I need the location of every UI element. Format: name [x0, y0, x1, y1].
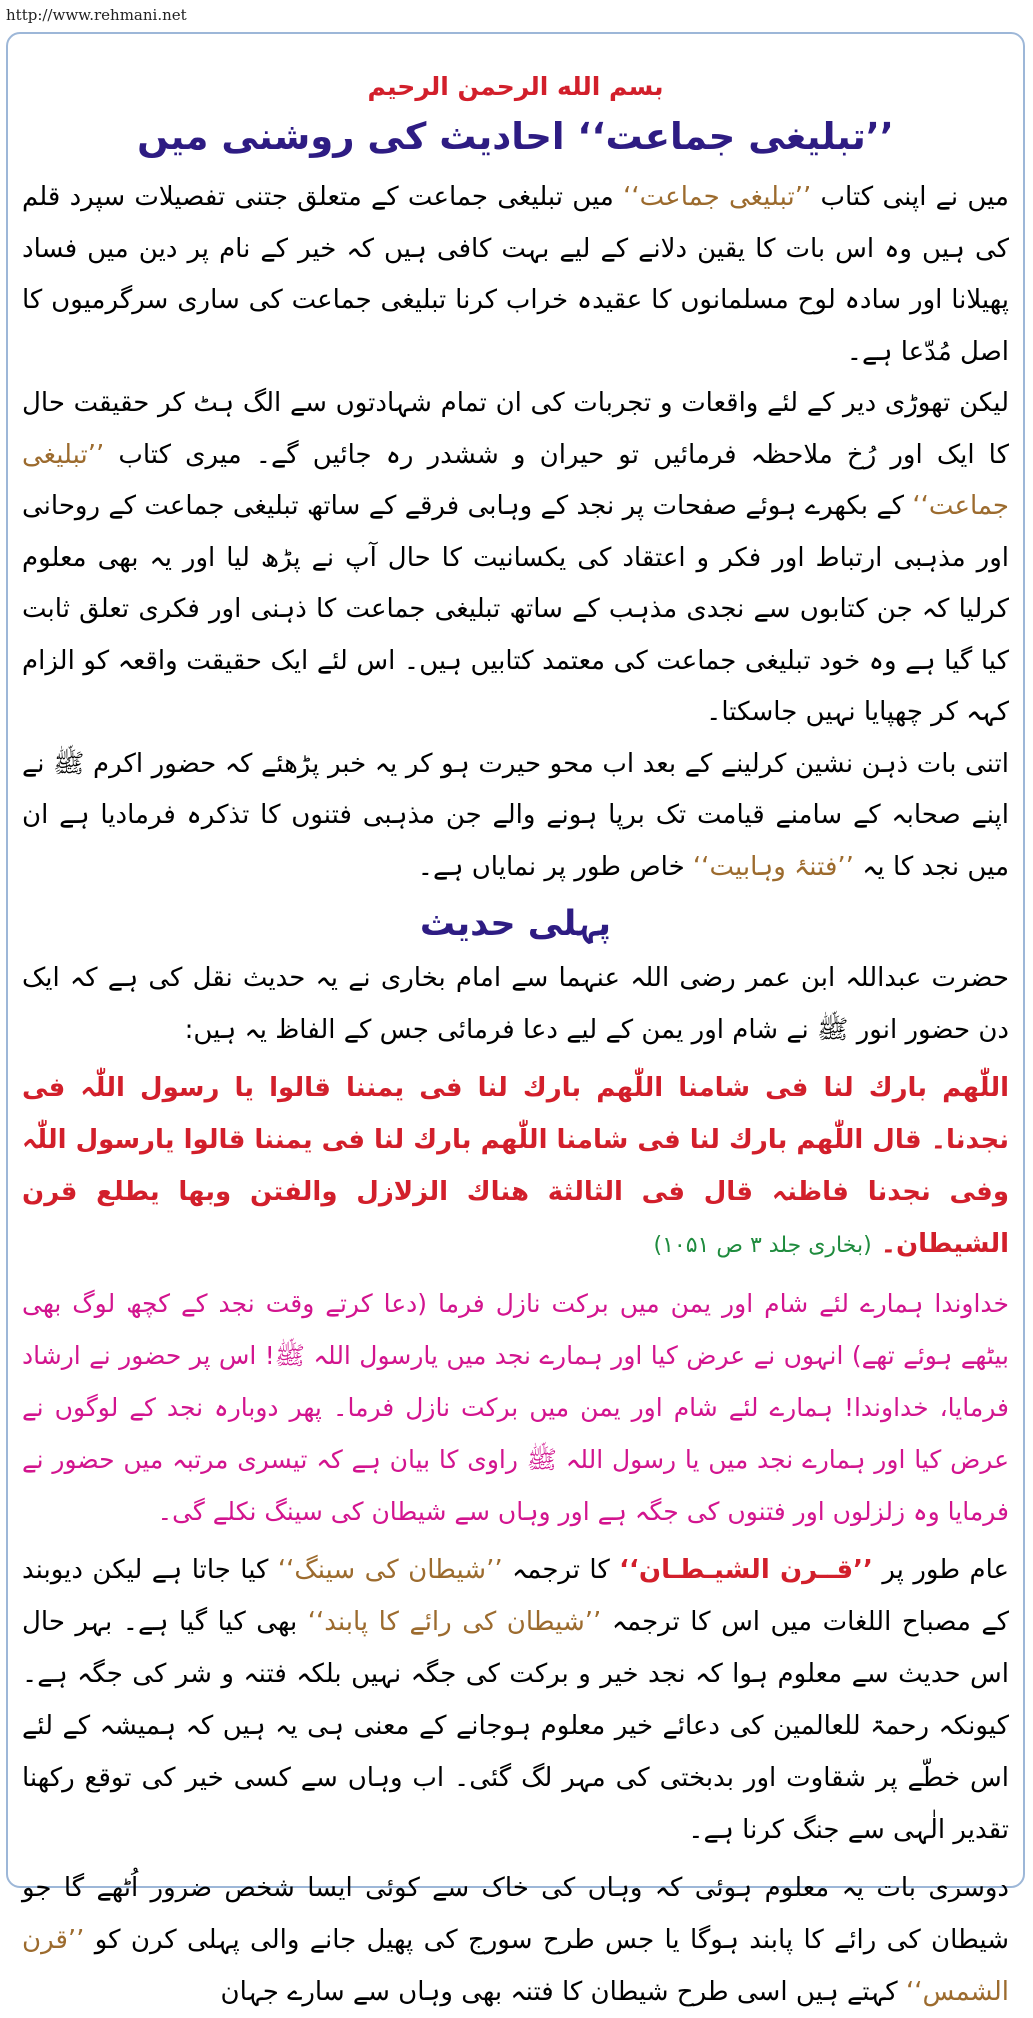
commentary-paragraph-2	[22, 1862, 1009, 2018]
hadith-arabic-text	[22, 1062, 1009, 1272]
article-content	[22, 68, 1009, 2018]
hadith-narration: حضرت عبداللہ ابن عمر رضی اللہ عنہما سے امام بخاری نے یہ حدیث نقل کی ہے کہ ایک دن حضور انور ﷺ نے شام اور یمن کے لیے دعا فرمائی جس کے الفاظ یہ ہیں:	[22, 963, 1009, 1045]
bismillah: بسم الله الرحمن الرحیم	[367, 72, 664, 101]
text-segment: اتنی بات ذہن نشین کرلینے کے بعد اب محو حیرت ہو کر یہ خبر پڑھئے کہ حضور اکرم ﷺ نے اپنے صحابہ کے سامنے قیامت تک برپا ہونے والے جن مذہبی فتنوں کا تذکرہ فرمادیا ہے ان میں نجد کا یہ	[22, 748, 1009, 882]
intro-paragraph-2	[22, 378, 1009, 739]
site-url: http://www.rehmani.net	[6, 6, 187, 24]
qarn-shams-highlight: ’’قرن الشمس‘‘	[22, 1925, 1009, 2007]
text-segment: میں نے اپنی کتاب	[811, 182, 1009, 212]
intro-paragraph-1	[22, 172, 1009, 378]
text-segment: کے بکھرے ہوئے صفحات پر نجد کے وہابی فرقے کے ساتھ تبلیغی جماعت کے روحانی اور مذہبی ارتباط اور فکر و اعتقاد کی یکسانیت کا حال آپ نے پڑھ لیا اور یہ بھی معلوم کرلیا کہ جن کتابوں سے نجدی مذہب کے ساتھ تبلیغی جماعت کا ذہنی اور فکری تعلق ثابت کیا گیا ہے وہ خود تبلیغی جماعت کی معتمد کتابیں ہیں۔ اس لئے ایک حقیقت واقعہ کو الزام کہہ کر چھپایا نہیں جاسکتا۔	[22, 491, 1009, 727]
text-segment: خاص طور پر نمایاں ہے۔	[417, 851, 693, 882]
fitna-highlight: ’’فتنۂ وہابیت‘‘	[692, 851, 854, 882]
text-segment: میں تبلیغی جماعت کے متعلق جتنی تفصیلات سپرد قلم کی ہیں وہ اس بات کا یقین دلانے کے لیے بہت کافی ہیں کہ خیر کے نام پر دین میں فساد پھیلانا اور سادہ لوح مسلمانوں کا عقیدہ خراب کرنا تبلیغی جماعت کی ساری سرگرمیوں کا اصل مُدّعا ہے۔	[22, 182, 1009, 367]
text-segment: بھی کیا گیا ہے۔ بہر حال اس حدیث سے معلوم ہوا کہ نجد خیر و برکت کی جگہ نہیں بلکہ فتنہ و شر کی جگہ ہے۔ کیونکہ رحمۃ للعالمین کی دعائے خیر معلوم ہوجانے کے معنی ہی یہ ہیں کہ ہمیشہ کے لئے اس خطّے پر شقاوت اور بدبختی کی مہر لگ گئی۔ اب وہاں سے کسی خیر کی توقع رکھنا تقدیر الٰہی سے جنگ کرنا ہے۔	[22, 1607, 1009, 1845]
hadith-reference: (بخاری جلد ۳ ص ۱۰۵۱)	[653, 1233, 872, 1258]
text-segment: کا ترجمہ	[502, 1555, 620, 1585]
text-segment: کہتے ہیں اسی طرح شیطان کا فتنہ بھی وہاں سے سارے جہان	[220, 1977, 906, 2007]
text-segment: لیکن تھوڑی دیر کے لئے واقعات و تجربات کی ان تمام شہادتوں سے الگ ہٹ کر حقیقت حال کا ایک اور رُخ ملاحظہ فرمائیں تو حیران و ششدر رہ جائیں گے۔ میری کتاب	[22, 388, 1009, 470]
book-title-highlight: ’’تبلیغی جماعت‘‘	[623, 182, 812, 212]
article-frame	[6, 32, 1025, 2007]
text-segment: عام طور پر	[872, 1555, 1010, 1585]
arabic-segment: اللّٰھم بارك لنا فی شامنا اللّٰھم بارك لنا فی یمننا قالوا یا رسول اللّٰہ فی نجدنا۔ قال اللّٰھم بارك لنا فی شامنا اللّٰھم بارك لنا فی یمننا قالوا یارسول اللّٰہ وفی نجدنا فاظنہ قال فی الثالثة ھناك الزلازل والفتن وبھا یطلع قرن الشیطان۔	[22, 1073, 1009, 1259]
text-segment: کیا جاتا ہے لیکن دیوبند کے مصباح اللغات میں اس کا ترجمہ	[22, 1555, 1009, 1637]
section-heading-first-hadith: پہلی حدیث	[419, 904, 612, 944]
book-title-highlight: ’’تبلیغی جماعت‘‘	[22, 439, 1009, 521]
hadith-translation: خداوندا ہمارے لئے شام اور یمن میں برکت نازل فرما (دعا کرتے وقت نجد کے کچھ لوگ بھی بیٹھے ہوئے تھے) انہوں نے عرض کیا اور ہمارے نجد میں یارسول اللہ ﷺ! اس پر حضور نے ارشاد فرمایا، خداوندا! ہمارے لئے شام اور یمن میں برکت نازل فرما۔ پھر دوبارہ نجد کے لوگوں نے عرض کیا اور ہمارے نجد میں یا رسول اللہ ﷺ راوی کا بیان ہے کہ تیسری مرتبہ میں حضور نے فرمایا وہ زلزلوں اور فتنوں کی جگہ ہے اور وہاں سے شیطان کی سینگ نکلے گی۔	[22, 1289, 1009, 1526]
intro-paragraph-3	[22, 739, 1009, 894]
qarn-shaitan-highlight: ’’قــرن الشیـطـان‘‘	[619, 1555, 873, 1585]
translation-highlight: ’’شیطان کی رائے کا پابند‘‘	[307, 1607, 602, 1637]
text-segment: دوسری بات یہ معلوم ہوئی کہ وہاں کی خاک سے کوئی ایسا شخص ضرور اُٹھے گا جو شیطان کی رائے کا پابند ہوگا یا جس طرح سورج کی پھیل جانے والی پہلی کرن کو	[22, 1873, 1009, 1955]
translation-highlight: ’’شیطان کی سینگ‘‘	[277, 1555, 503, 1585]
commentary-paragraph-1	[22, 1544, 1009, 1856]
article-title: ’’تبلیغی جماعت‘‘ احادیث کی روشنی میں	[137, 115, 894, 158]
